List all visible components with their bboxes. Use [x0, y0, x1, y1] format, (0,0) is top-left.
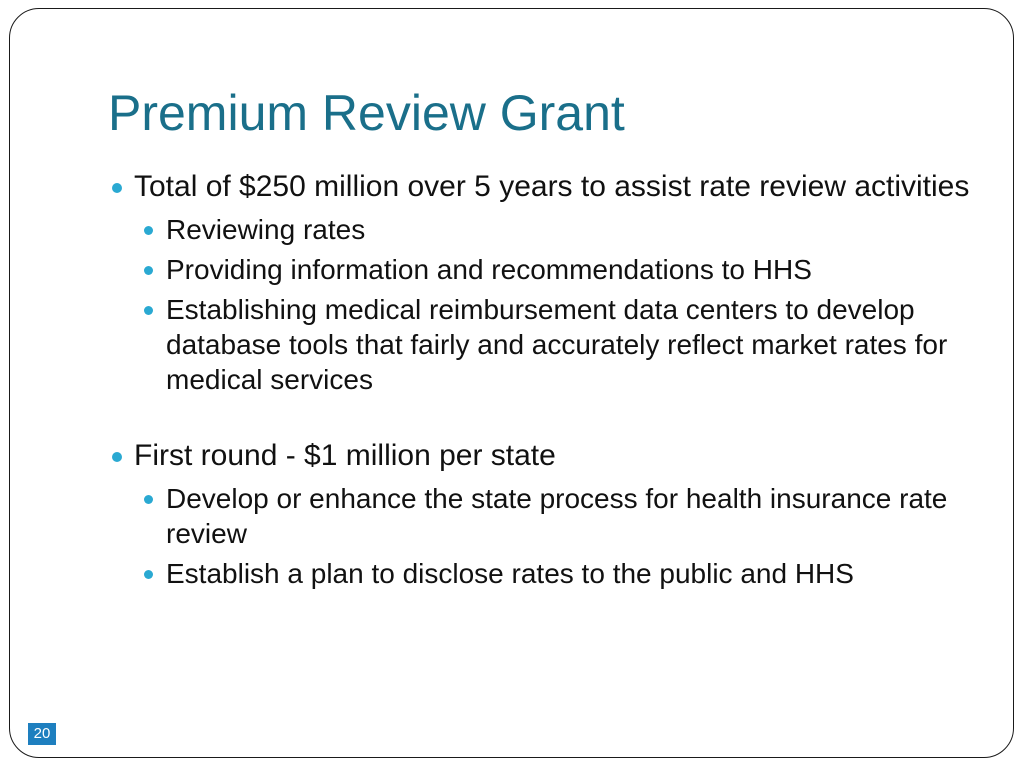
sub-bullet-item [110, 481, 970, 551]
sub-bullet-text: Reviewing rates [166, 214, 366, 245]
slide-content [110, 168, 970, 591]
bullet-item [110, 437, 970, 475]
sub-bullet-text: Providing information and recommendations to HHS [166, 254, 812, 285]
sub-bullet-item [110, 212, 970, 247]
sub-bullet-item [110, 292, 970, 397]
spacer [110, 397, 970, 437]
sub-bullet-item [110, 556, 970, 591]
sub-bullet-text: Develop or enhance the state process for health insurance rate review [166, 483, 948, 549]
sub-bullet-item [110, 252, 970, 287]
sub-bullet-dot-icon [144, 495, 153, 504]
sub-bullet-list [110, 481, 970, 591]
sub-bullet-text: Establishing medical reimbursement data centers to develop database tools that fairly and accurately reflect market rates for medical services [166, 294, 948, 395]
bullet-text: Total of $250 million over 5 years to assist rate review activities [134, 170, 970, 203]
sub-bullet-dot-icon [144, 266, 153, 275]
bullet-text: First round - $1 million per state [134, 439, 556, 472]
sub-bullet-dot-icon [144, 570, 153, 579]
sub-bullet-dot-icon [144, 226, 153, 235]
slide-number-badge: 20 [28, 723, 56, 745]
sub-bullet-dot-icon [144, 306, 153, 315]
bullet-dot-icon [112, 452, 122, 462]
slide-title: Premium Review Grant [108, 85, 625, 141]
bullet-dot-icon [112, 183, 122, 193]
sub-bullet-text: Establish a plan to disclose rates to the public and HHS [166, 558, 854, 589]
sub-bullet-list [110, 212, 970, 397]
bullet-item [110, 168, 970, 206]
